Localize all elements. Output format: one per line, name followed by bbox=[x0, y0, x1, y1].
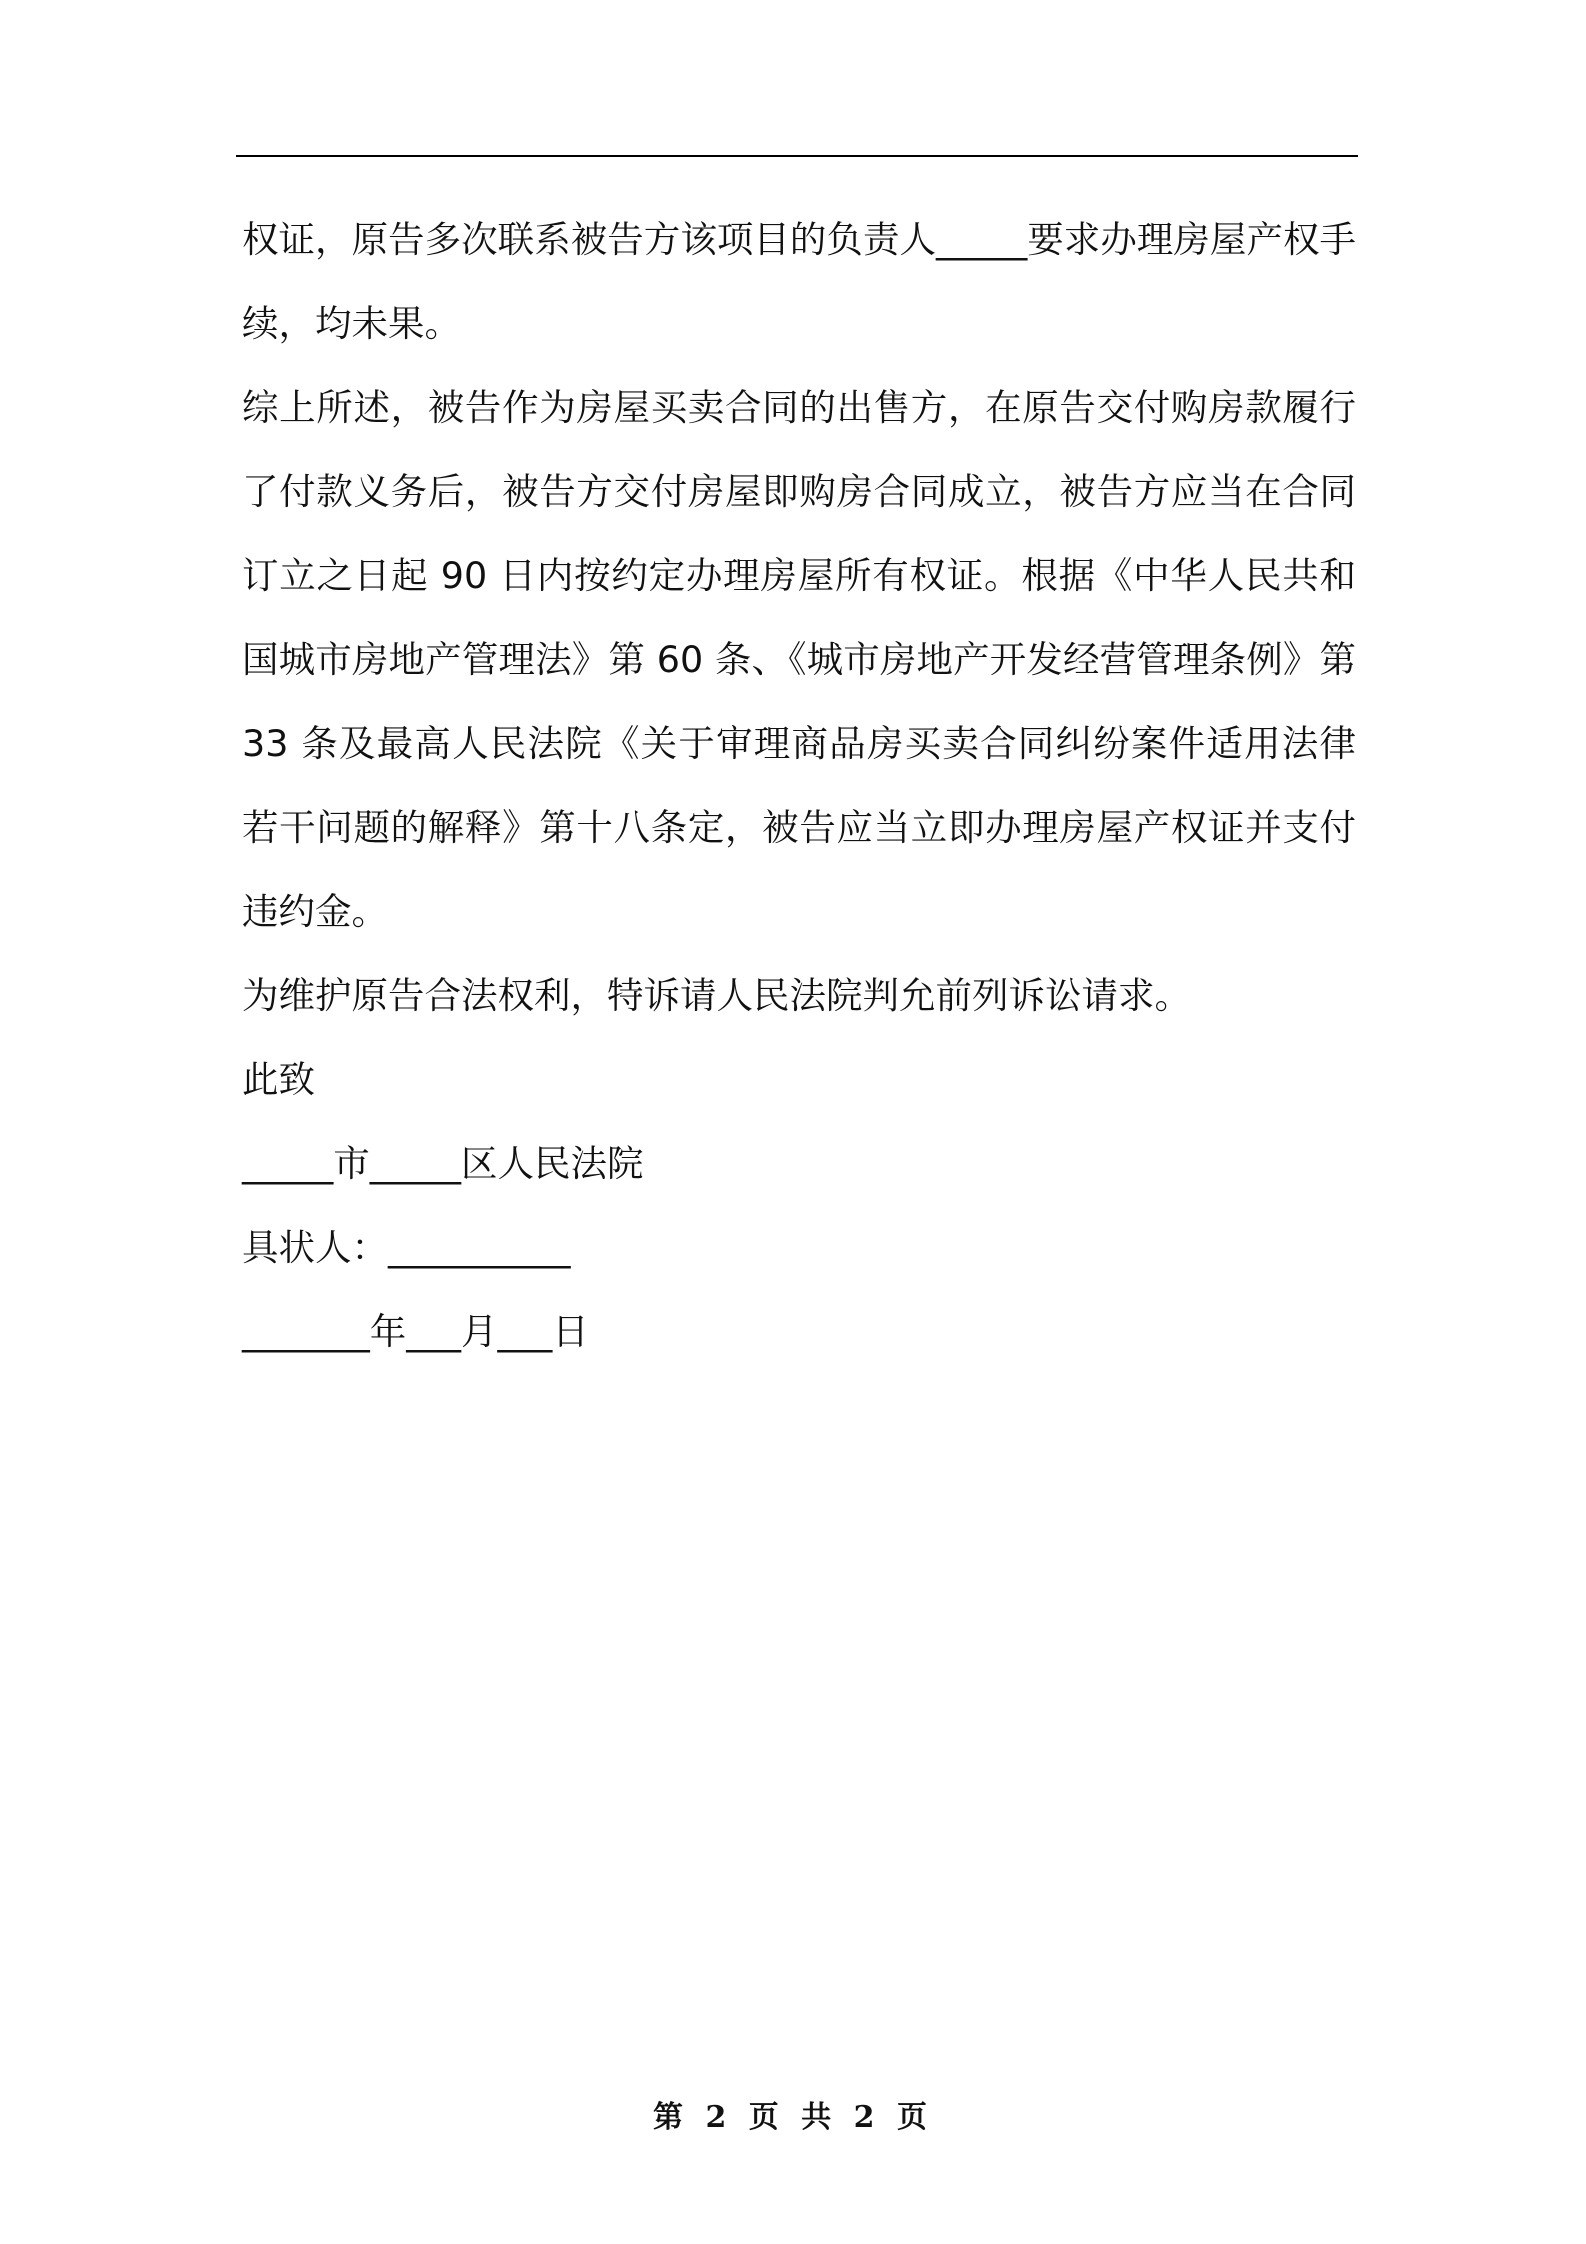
paragraph-request: 为维护原告合法权利，特诉请人民法院判允前列诉讼请求。 bbox=[242, 974, 1191, 1017]
page-number: 第 2 页 共 2 页 bbox=[653, 2100, 933, 2135]
paragraph-continuation: 权证，原告多次联系被告方该项目的负责人_____要求办理房屋产权手续，均未果。 bbox=[242, 218, 1356, 345]
court-addressee: _____市_____区人民法院 bbox=[242, 1142, 644, 1185]
salutation: 此致 bbox=[242, 1058, 315, 1101]
document-body bbox=[242, 198, 1356, 1374]
paragraph-summary: 综上所述，被告作为房屋买卖合同的出售方，在原告交付购房款履行了付款义务后，被告方交付房屋即购房合同成立，被告方应当在合同订立之日起 90 日内按约定办理房屋所有权证。根据《中华人民共和国城市房地产管理法》第 60 条、《城市房地产开发经营管理条例》第 33 条及最高人民法院《关于审理商品房买卖合同纠纷案件适用法律若干问题的解释》第十八条定，被告应当立即办理房屋产权证并支付违约金。 bbox=[242, 386, 1356, 933]
header-rule bbox=[236, 155, 1358, 157]
date-line: _______年___月___日 bbox=[242, 1310, 589, 1353]
signer-line: 具状人：__________ bbox=[242, 1226, 571, 1269]
